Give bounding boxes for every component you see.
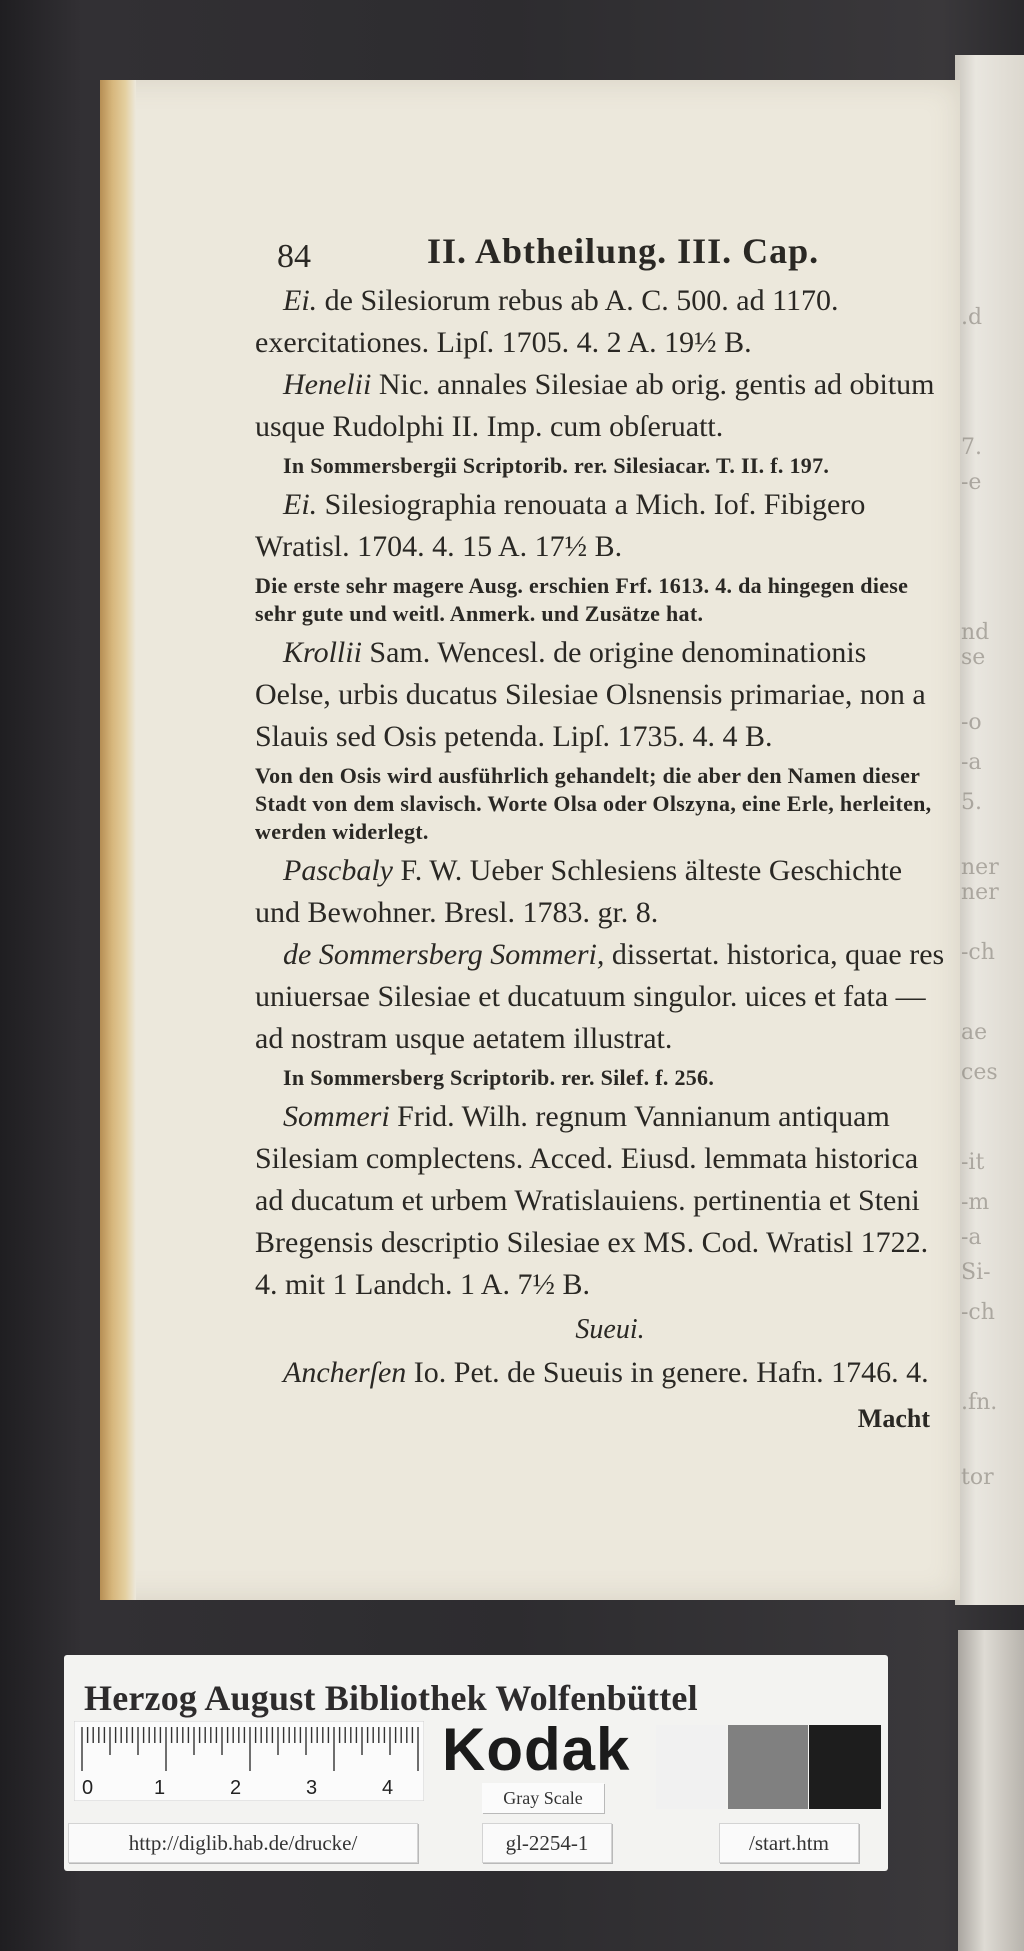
entry-note: In Sommersberg Scriptorib. rer. Silef. f. 256. [283,1065,715,1090]
bibliography-entry [255,364,945,448]
page-header [255,210,945,280]
entry-author: Krollii [283,636,362,669]
ghost-text: -it [961,1150,985,1175]
ghost-text: nd [961,620,990,645]
bibliography-entry [255,850,945,934]
url-left: http://diglib.hab.de/drucke/ [68,1823,418,1863]
ruler-label-1: 1 [154,1777,166,1799]
url-right: /start.htm [719,1823,859,1863]
ghost-text: ner [961,880,999,905]
gray-swatch [728,1725,808,1809]
entry-author: Ei. [283,488,318,521]
ghost-text: -e [961,470,982,495]
facing-page-lower [958,1630,1024,1951]
ghost-text: tor [961,1465,994,1490]
entry-text: Sam. Wencesl. de origine denominationis Oelse, urbis ducatus Silesiae Olsnensis primariae, non a Slauis sed Osis petenda. Lipſ. 1735. 4. 4 B. [255,636,926,753]
entry-text: de Silesiorum rebus ab A. C. 500. ad 1170. exercitationes. Lipſ. 1705. 4. 2 A. 19½ B. [255,284,839,359]
ghost-text: -ch [961,940,995,965]
entry-author: Ei. [283,284,318,317]
ruler-scale [74,1721,424,1801]
ghost-text: ces [961,1060,998,1085]
entry-author: Henelii [283,368,372,401]
url-middle: gl-2254-1 [482,1823,612,1863]
entry-text: Nic. annales Silesiae ab orig. gentis ad obitum usque Rudolphi II. Imp. cum obſeruatt. [255,368,935,443]
entry-author: Sommeri [283,1100,390,1133]
ghost-text: Si- [961,1260,991,1285]
ruler-label-0: 0 [82,1777,94,1799]
page-content [255,210,945,1434]
ghost-text: .d [961,305,983,330]
entry-text: Silesiographia renouata a Mich. Iof. Fibigero Wratisl. 1704. 4. 15 A. 17½ B. [255,488,866,563]
ghost-text: 5. [961,790,982,815]
running-head: II. Abtheilung. III. Cap. [427,231,820,271]
entry-author: Ancherſen [283,1356,407,1389]
ghost-text: .fn. [961,1390,998,1415]
bibliography-entry [255,280,945,364]
ghost-text: -m [961,1190,990,1215]
entry-note: Von den Osis wird ausführlich gehandelt; die aber den Namen dieser Stadt von dem slavisch. Worte Olsa oder Olszyna, eine Erle, herleiten, werden widerlegt. [255,763,932,844]
entry-text: dissertat. historica, quae res uniuersae Silesiae et ducatuum singulor. uices et fata — ad nostram usque aetatem illustrat. [255,938,945,1055]
gray-scale-caption: Gray Scale [482,1783,604,1813]
ruler-label-3: 3 [306,1777,318,1799]
bibliography-entry [255,632,945,758]
white-swatch [656,1725,726,1809]
page-number: 84 [277,238,311,275]
black-swatch [809,1725,881,1809]
entry-text: F. W. Ueber Schlesiens älteste Geschichte und Bewohner. Bresl. 1783. gr. 8. [255,854,903,929]
ghost-text: 7. [961,435,982,460]
facing-page-edge [955,55,1024,1605]
entry-text: Frid. Wilh. regnum Vannianum antiquam Silesiam complectens. Acced. Eiusd. lemmata historica ad ducatum et urbem Wratislauiens. pertinentia et Steni Bregensis descriptio Silesiae ex MS. Cod. Wratisl 1722. 4. mit 1 Landch. 1 A. 7½ B. [255,1100,929,1301]
bibliography-entry [255,1096,945,1306]
ghost-text: se [961,645,986,670]
bibliography-entry [255,484,945,568]
ghost-text: -a [961,1225,982,1250]
bibliography-entry [255,934,945,1060]
ghost-text: ae [961,1020,988,1045]
ghost-text: -ch [961,1300,995,1325]
section-heading: Sueui. [575,1314,645,1345]
entry-note: In Sommersbergii Scriptorib. rer. Silesiacar. T. II. f. 197. [283,453,830,478]
entry-note: Die erste sehr magere Ausg. erschien Frf. 1613. 4. da hingegen diese sehr gute und weitl. Anmerk. und Zusätze hat. [255,573,909,626]
ghost-text: -a [961,750,982,775]
ruler-label-4: 4 [382,1777,394,1799]
ghost-text: -o [961,710,982,735]
ruler-label-2: 2 [230,1777,242,1799]
kodak-logo: Kodak [442,1716,631,1783]
page-gilt-edge [100,80,136,1600]
scan-label-card [64,1655,888,1871]
entry-text: Io. Pet. de Sueuis in genere. Hafn. 1746. 4. [406,1356,929,1389]
entry-author: de Sommersberg Sommeri, [283,938,605,971]
library-name: Herzog August Bibliothek Wolfenbüttel [84,1678,698,1718]
catchword: Macht [857,1404,930,1433]
bibliography-entry [255,1352,945,1394]
entry-author: Pascbaly [283,854,393,887]
ghost-text: ner [961,855,999,880]
